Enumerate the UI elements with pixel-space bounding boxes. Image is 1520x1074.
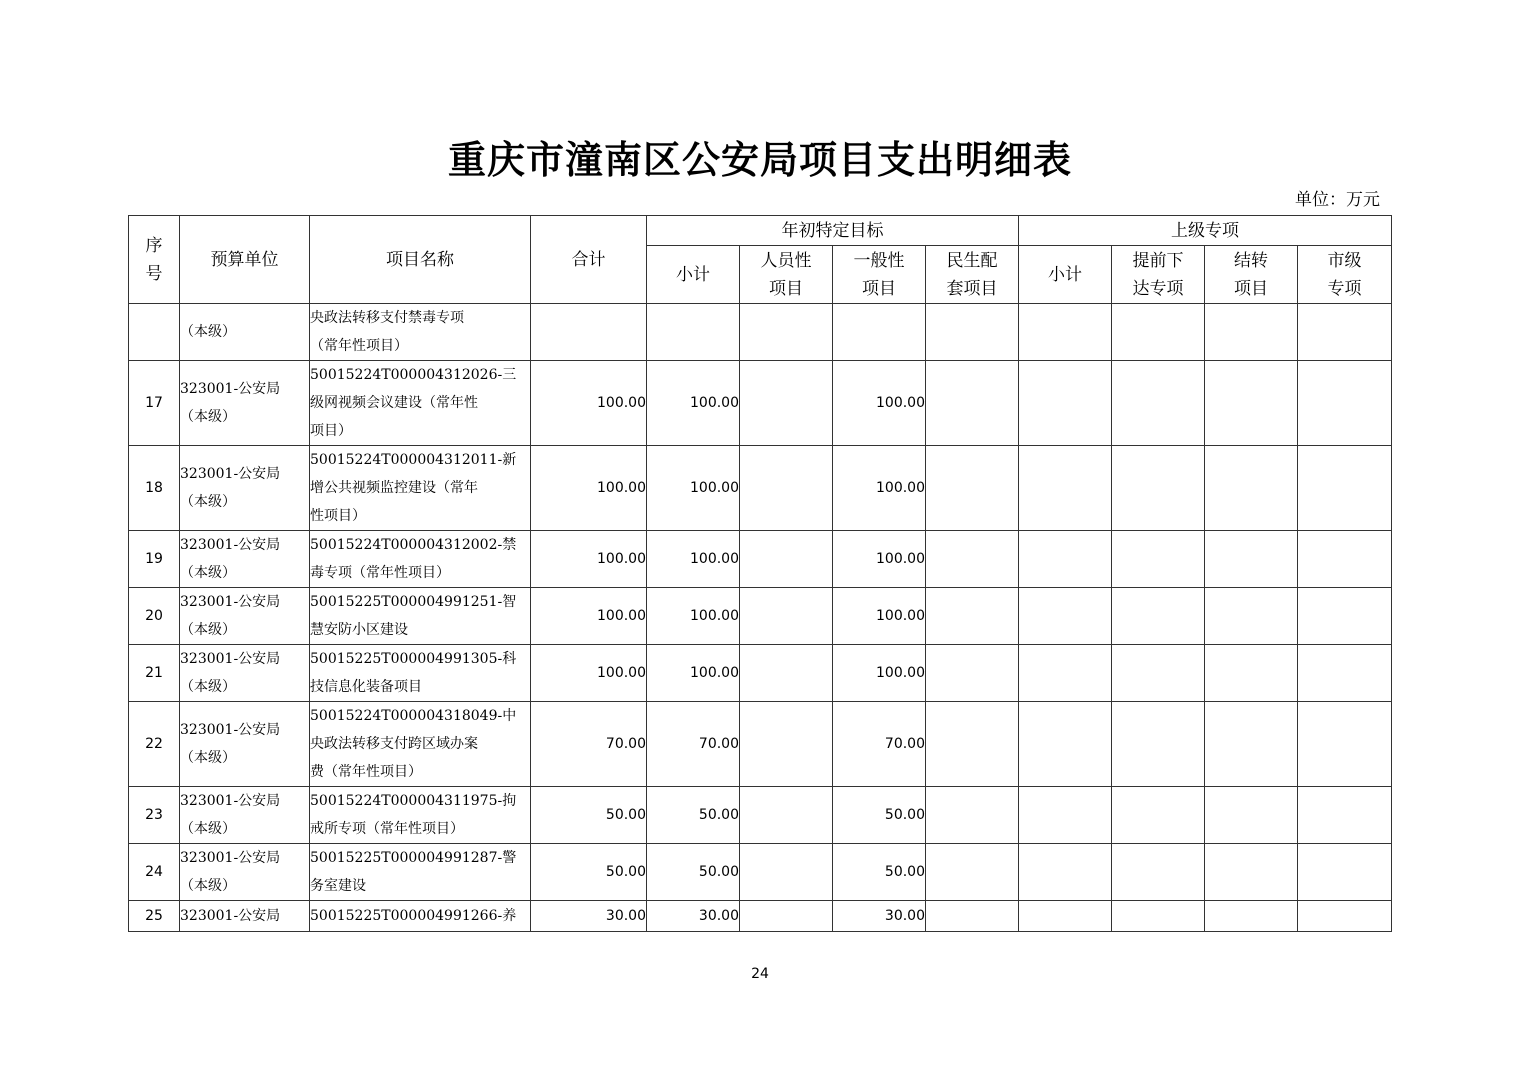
cell-budget-unit: 323001-公安局 （本级） [180,588,310,645]
cell-superior-city [1298,645,1392,702]
cell-superior-advance [1112,446,1205,531]
table-row [129,588,1392,645]
header-target-subtotal: 小计 [647,246,740,304]
cell-superior-subtotal [1019,787,1112,844]
cell-budget-unit: 323001-公安局 （本级） [180,844,310,901]
header-superior-city: 市级 专项 [1298,246,1392,304]
cell-superior-advance [1112,844,1205,901]
cell-seq: 19 [129,531,180,588]
cell-target-livelihood [926,645,1019,702]
cell-total [531,304,647,361]
cell-superior-carryover [1205,645,1298,702]
cell-budget-unit: 323001-公安局 （本级） [180,702,310,787]
table-row [129,531,1392,588]
cell-budget-unit: 323001-公安局 [180,901,310,932]
cell-seq: 23 [129,787,180,844]
cell-project-name: 央政法转移支付禁毒专项 （常年性项目） [310,304,531,361]
table-row [129,446,1392,531]
cell-superior-advance [1112,901,1205,932]
table-row [129,361,1392,446]
cell-target-livelihood [926,361,1019,446]
header-target-general: 一般性 项目 [833,246,926,304]
table-row [129,304,1392,361]
cell-target-general: 100.00 [833,446,926,531]
cell-superior-advance [1112,361,1205,446]
cell-target-personnel [740,787,833,844]
cell-budget-unit: 323001-公安局 （本级） [180,787,310,844]
cell-total: 30.00 [531,901,647,932]
cell-target-general: 50.00 [833,787,926,844]
cell-superior-subtotal [1019,901,1112,932]
cell-total: 100.00 [531,588,647,645]
cell-target-general: 30.00 [833,901,926,932]
cell-target-subtotal: 50.00 [647,787,740,844]
cell-target-personnel [740,702,833,787]
cell-target-subtotal: 100.00 [647,645,740,702]
cell-superior-subtotal [1019,446,1112,531]
cell-project-name: 50015224T000004318049-中 央政法转移支付跨区域办案 费（常年性项目） [310,702,531,787]
cell-target-personnel [740,645,833,702]
header-budget-unit: 预算单位 [180,216,310,304]
header-target-livelihood: 民生配 套项目 [926,246,1019,304]
cell-superior-carryover [1205,787,1298,844]
header-project-name: 项目名称 [310,216,531,304]
cell-superior-subtotal [1019,531,1112,588]
cell-seq: 18 [129,446,180,531]
cell-target-subtotal: 100.00 [647,588,740,645]
cell-superior-subtotal [1019,844,1112,901]
cell-superior-subtotal [1019,645,1112,702]
cell-total: 100.00 [531,361,647,446]
cell-superior-advance [1112,702,1205,787]
header-seq: 序 号 [129,216,180,304]
unit-label: 单位：万元 [1295,190,1380,210]
cell-target-personnel [740,588,833,645]
cell-superior-advance [1112,645,1205,702]
cell-project-name: 50015225T000004991266-养 [310,901,531,932]
cell-total: 100.00 [531,531,647,588]
cell-target-livelihood [926,531,1019,588]
cell-target-general: 100.00 [833,531,926,588]
cell-budget-unit: 323001-公安局 （本级） [180,446,310,531]
cell-superior-advance [1112,787,1205,844]
cell-target-livelihood [926,702,1019,787]
cell-project-name: 50015224T000004312011-新 增公共视频监控建设（常年 性项目） [310,446,531,531]
cell-superior-city [1298,787,1392,844]
cell-target-general: 70.00 [833,702,926,787]
cell-target-livelihood [926,446,1019,531]
table-row [129,901,1392,932]
cell-total: 50.00 [531,787,647,844]
cell-superior-carryover [1205,901,1298,932]
cell-project-name: 50015224T000004311975-拘 戒所专项（常年性项目） [310,787,531,844]
cell-budget-unit: （本级） [180,304,310,361]
cell-target-general: 50.00 [833,844,926,901]
cell-project-name: 50015225T000004991305-科 技信息化装备项目 [310,645,531,702]
cell-total: 100.00 [531,645,647,702]
cell-superior-carryover [1205,304,1298,361]
cell-superior-city [1298,844,1392,901]
cell-target-personnel [740,304,833,361]
cell-seq [129,304,180,361]
cell-superior-city [1298,702,1392,787]
cell-target-general: 100.00 [833,361,926,446]
cell-superior-city [1298,901,1392,932]
cell-superior-advance [1112,531,1205,588]
cell-target-personnel [740,901,833,932]
cell-target-general: 100.00 [833,588,926,645]
cell-superior-subtotal [1019,588,1112,645]
cell-target-personnel [740,844,833,901]
cell-superior-carryover [1205,361,1298,446]
cell-target-livelihood [926,588,1019,645]
cell-project-name: 50015224T000004312026-三 级网视频会议建设（常年性 项目） [310,361,531,446]
cell-superior-advance [1112,304,1205,361]
cell-superior-city [1298,304,1392,361]
cell-superior-carryover [1205,446,1298,531]
cell-superior-city [1298,446,1392,531]
cell-target-subtotal: 30.00 [647,901,740,932]
cell-target-personnel [740,446,833,531]
cell-seq: 25 [129,901,180,932]
header-group-superior: 上级专项 [1019,216,1392,246]
cell-superior-subtotal [1019,304,1112,361]
cell-total: 70.00 [531,702,647,787]
cell-project-name: 50015225T000004991287-警 务室建设 [310,844,531,901]
cell-target-livelihood [926,901,1019,932]
cell-total: 100.00 [531,446,647,531]
cell-superior-subtotal [1019,361,1112,446]
cell-superior-carryover [1205,702,1298,787]
project-expenditure-table [128,215,1392,932]
cell-seq: 20 [129,588,180,645]
cell-superior-city [1298,588,1392,645]
cell-target-livelihood [926,304,1019,361]
header-total: 合计 [531,216,647,304]
cell-target-subtotal: 100.00 [647,446,740,531]
header-target-personnel: 人员性 项目 [740,246,833,304]
cell-target-subtotal [647,304,740,361]
table-body [129,304,1392,932]
cell-seq: 24 [129,844,180,901]
cell-target-livelihood [926,844,1019,901]
cell-superior-city [1298,531,1392,588]
cell-budget-unit: 323001-公安局 （本级） [180,361,310,446]
table-row [129,844,1392,901]
cell-superior-carryover [1205,844,1298,901]
header-superior-carryover: 结转 项目 [1205,246,1298,304]
cell-project-name: 50015225T000004991251-智 慧安防小区建设 [310,588,531,645]
table-row [129,645,1392,702]
cell-target-personnel [740,361,833,446]
page-number: 24 [751,966,769,982]
cell-target-personnel [740,531,833,588]
cell-target-livelihood [926,787,1019,844]
cell-budget-unit: 323001-公安局 （本级） [180,645,310,702]
cell-target-subtotal: 100.00 [647,361,740,446]
cell-target-subtotal: 50.00 [647,844,740,901]
document-title: 重庆市潼南区公安局项目支出明细表 [447,137,1072,182]
table-row [129,702,1392,787]
cell-target-general [833,304,926,361]
cell-superior-subtotal [1019,702,1112,787]
header-superior-advance: 提前下 达专项 [1112,246,1205,304]
cell-target-subtotal: 100.00 [647,531,740,588]
cell-total: 50.00 [531,844,647,901]
cell-superior-city [1298,361,1392,446]
cell-budget-unit: 323001-公安局 （本级） [180,531,310,588]
cell-seq: 22 [129,702,180,787]
cell-superior-carryover [1205,588,1298,645]
cell-target-subtotal: 70.00 [647,702,740,787]
cell-project-name: 50015224T000004312002-禁 毒专项（常年性项目） [310,531,531,588]
table-row [129,787,1392,844]
cell-target-general: 100.00 [833,645,926,702]
cell-superior-advance [1112,588,1205,645]
cell-seq: 21 [129,645,180,702]
cell-superior-carryover [1205,531,1298,588]
header-group-target: 年初特定目标 [647,216,1019,246]
header-superior-subtotal: 小计 [1019,246,1112,304]
cell-seq: 17 [129,361,180,446]
